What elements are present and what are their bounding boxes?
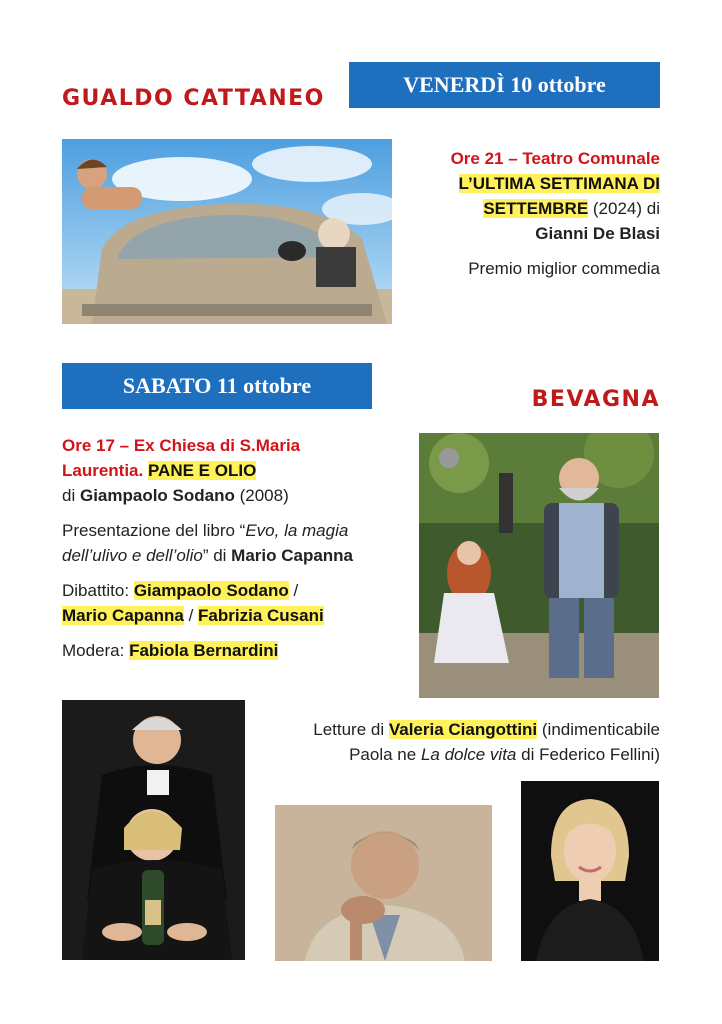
- saturday-director: Giampaolo Sodano: [79, 486, 235, 505]
- friday-director: Gianni De Blasi: [535, 224, 660, 243]
- friday-award: Premio miglior commedia: [468, 259, 660, 278]
- debate: [62, 578, 402, 628]
- film-photo-set: [419, 433, 659, 698]
- moderator-label: Modera:: [62, 641, 130, 660]
- debate-sep-2: /: [183, 606, 199, 625]
- debate-person-3: Fabrizia Cusani: [198, 606, 324, 625]
- date-friday: VENERDÌ 10 ottobre: [403, 72, 606, 97]
- friday-film-title-line2: SETTEMBRE: [483, 199, 589, 218]
- role-pre: Paola ne: [349, 745, 421, 764]
- town-gualdo-cattaneo: GUALDO CATTANEO: [62, 86, 325, 111]
- role-film: La dolce vita: [420, 745, 517, 764]
- photo-author: [275, 805, 492, 961]
- saturday-time-place-1: Ore 17 – Ex Chiesa di S.Maria: [62, 436, 301, 455]
- saturday-time-place-2: Laurentia.: [62, 461, 144, 480]
- readings: [260, 717, 660, 767]
- friday-details: [360, 146, 660, 281]
- saturday-film-title: PANE E OLIO: [147, 461, 257, 480]
- moderator-name: Fabiola Bernardini: [129, 641, 279, 660]
- photo-couple: [62, 700, 245, 960]
- date-banner-friday: [349, 62, 660, 108]
- book-author: Mario Capanna: [231, 546, 354, 565]
- saturday-details: [62, 433, 402, 663]
- book-title-2: dell’ulivo e dell’olio: [62, 546, 203, 565]
- friday-film-title-line1: L’ULTIMA SETTIMANA DI: [458, 174, 660, 193]
- debate-person-2: Mario Capanna: [62, 606, 184, 625]
- readings-post: (indimenticabile: [537, 720, 660, 739]
- photo-actress: [521, 781, 659, 961]
- readings-pre: Letture di: [313, 720, 389, 739]
- friday-year: (2024) di: [588, 199, 660, 218]
- friday-time-place: Ore 21 – Teatro Comunale: [450, 149, 660, 168]
- moderator: [62, 638, 402, 663]
- book-presentation: [62, 518, 402, 568]
- date-banner-saturday: [62, 363, 372, 409]
- debate-person-1: Giampaolo Sodano: [133, 581, 289, 600]
- debate-sep-1: /: [288, 581, 299, 600]
- book-intro: Presentazione del libro “: [62, 521, 246, 540]
- reader-name: Valeria Ciangottini: [388, 720, 538, 739]
- book-title-1: Evo, la magia: [245, 521, 349, 540]
- town-bevagna: BEVAGNA: [531, 387, 660, 412]
- book-outro: ” di: [202, 546, 232, 565]
- role-post: di Federico Fellini): [516, 745, 660, 764]
- saturday-year: (2008): [234, 486, 289, 505]
- film-photo-car: [62, 139, 392, 324]
- date-saturday: SABATO 11 ottobre: [122, 373, 312, 398]
- saturday-di: di: [62, 486, 80, 505]
- debate-label: Dibattito:: [62, 581, 134, 600]
